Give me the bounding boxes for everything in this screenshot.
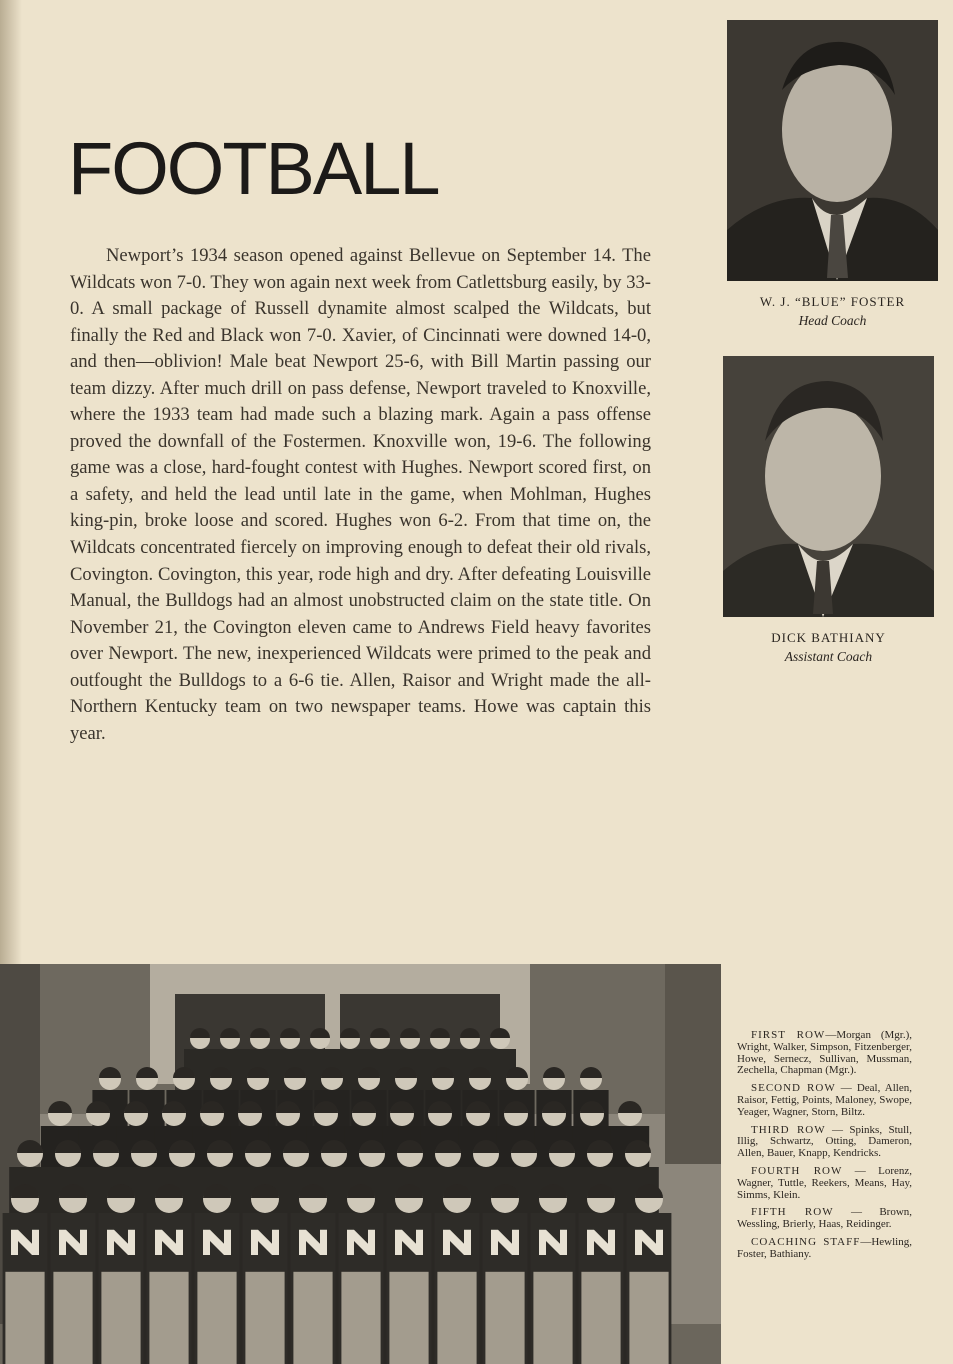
roster-caption [737, 1030, 912, 1267]
page-title: FOOTBALL [68, 127, 439, 210]
roster-row: FOURTH ROW — Lorenz, Wagner, Tuttle, Reekers, Means, Hay, Simms, Klein. [737, 1164, 912, 1201]
player-pants [437, 1272, 476, 1364]
roster-row-names: Lorenz, Wagner, Tuttle, Reekers, Means, Hay, Simms, Klein. [737, 1164, 912, 1201]
roster-row-names: Brown, Wessling, Brierly, Haas, Reidinger. [737, 1206, 913, 1231]
roster-row: COACHING STAFF—Hewling, Foster, Bathiany. [737, 1235, 912, 1260]
season-story: Newport’s 1934 season opened against Bellevue on September 14. The Wildcats won 7-0. They won again next week from Catlettsburg easily, by 33-0. A small package of Russell dynamite almost scalped the Wildcats, but finally the Red and Black won 7-0. Xavier, of Cincinnati were downed 14-0, and then—oblivion! Male beat Newport 25-6, with Bill Martin passing our team dizzy. After much drill on pass defense, Newport traveled to Knoxville, where the 1933 team had made such a blazing mark. Again a pass offense proved the downfall of the Fostermen. Knoxville won, 19-6. The following game was a close, hard-fought contest with Hughes. Newport scored first, on a safety, and held the lead until late in the game, when Mohlman, Hughes king-pin, broke loose and scored. Hughes won 6-2. From that time on, the Wildcats concentrated fiercely on improving enough to defeat their old rivals, Covington. Covington, this year, rode high and dry. After defeating Louisville Manual, the Bulldogs had an almost unobstructed claim on the state title. On November 21, the Covington eleven came to Andrews Field heavy favorites over Newport. The new, inexperienced Wildcats were primed to the peak and outfought the Bulldogs to a 6-6 tie. Allen, Raisor and Wright made the all-Northern Kentucky team on two newspaper teams. Howe was captain this year. [70, 245, 651, 744]
head-coach-caption [727, 292, 938, 330]
head-coach-portrait [727, 20, 938, 281]
player-pants [581, 1272, 620, 1364]
player-pants [389, 1272, 428, 1364]
roster-row-label: FOURTH ROW [751, 1164, 843, 1177]
player-pants [629, 1272, 668, 1364]
roster-row-names: Spinks, Stull, Illig, Schwartz, Otting, Dameron, Allen, Bauer, Knapp, Kendricks. [737, 1123, 912, 1160]
roster-row-label: SECOND ROW [751, 1082, 836, 1095]
player-pants [485, 1272, 524, 1364]
player-pants [197, 1272, 236, 1364]
roster-row-names: Deal, Allen, Raisor, Fettig, Points, Maloney, Swope, Yeager, Wagner, Storn, Biltz. [737, 1082, 912, 1118]
roster-row-label: FIFTH ROW [751, 1206, 834, 1219]
roster-row: SECOND ROW — Deal, Allen, Raisor, Fettig, Points, Maloney, Swope, Yeager, Wagner, Storn, Biltz. [737, 1082, 912, 1118]
player-pants [53, 1272, 92, 1364]
roster-row: FIRST ROW—Morgan (Mgr.), Wright, Walker, Simpson, Fitzenberger, Howe, Sernecz, Sullivan, Mussman, Zechella, Chapman (Mgr.). [737, 1029, 912, 1077]
player-pants [245, 1272, 284, 1364]
roster-row-label: THIRD ROW [751, 1123, 826, 1136]
player-pants [149, 1272, 188, 1364]
assistant-coach-caption [723, 628, 934, 666]
player-pants [341, 1272, 380, 1364]
head-coach-name: W. J. “BLUE” FOSTER [759, 294, 906, 309]
roster-row: FIFTH ROW — Brown, Wessling, Brierly, Haas, Reidinger. [737, 1206, 913, 1231]
team-photo [0, 964, 721, 1364]
roster-row-names: Morgan (Mgr.), Wright, Walker, Simpson, Fitzenberger, Howe, Sernecz, Sullivan, Mussman, Zechella, Chapman (Mgr.). [737, 1029, 912, 1077]
player-pants [293, 1272, 332, 1364]
roster-row-names: Hewling, Foster, Bathiany. [737, 1235, 912, 1260]
roster-row-label: COACHING STAFF [751, 1235, 861, 1248]
assistant-coach-portrait [723, 356, 934, 617]
player-pants [5, 1272, 44, 1364]
assistant-coach-name: DICK BATHIANY [771, 630, 886, 645]
assistant-coach-role: Assistant Coach [784, 649, 873, 664]
player-pants [101, 1272, 140, 1364]
roster-row: THIRD ROW — Spinks, Stull, Illig, Schwartz, Otting, Dameron, Allen, Bauer, Knapp, Kendricks. [737, 1123, 912, 1160]
head-coach-role: Head Coach [798, 313, 867, 328]
player-pants [533, 1272, 572, 1364]
roster-row-label: FIRST ROW [751, 1029, 826, 1041]
